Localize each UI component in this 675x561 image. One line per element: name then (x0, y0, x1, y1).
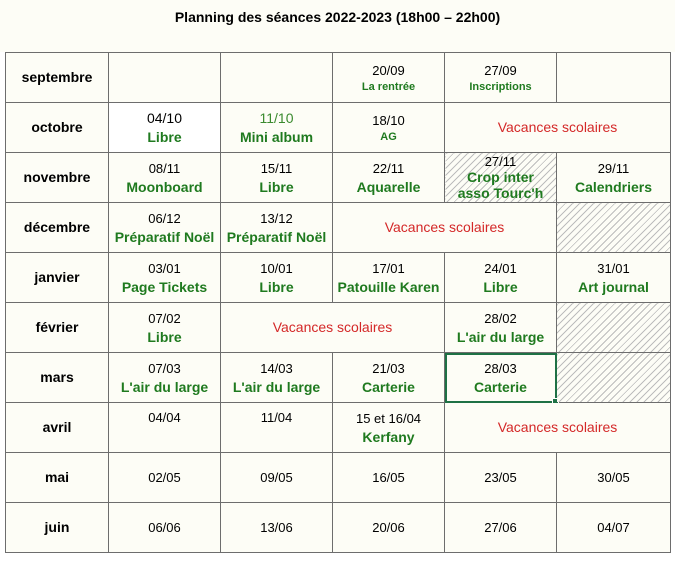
vacation-cell[interactable] (221, 303, 445, 353)
session-cell[interactable] (333, 153, 445, 203)
session-date: 16/05 (372, 470, 405, 485)
session-date: 09/05 (260, 470, 293, 485)
row-mars (6, 353, 671, 403)
session-date: 14/03 (260, 360, 293, 376)
session-cell[interactable] (109, 253, 221, 303)
session-event: AG (380, 130, 397, 143)
vacation-label: Vacances scolaires (272, 319, 393, 335)
month-cell[interactable]: septembre (6, 53, 109, 103)
row-avril (6, 403, 671, 453)
row-decembre (6, 203, 671, 253)
session-event: asso Tourc'h (457, 184, 544, 201)
session-cell[interactable] (221, 353, 333, 403)
vacation-cell[interactable] (445, 403, 671, 453)
session-event: Aquarelle (356, 178, 421, 195)
session-cell[interactable] (557, 503, 671, 553)
month-cell[interactable]: avril (6, 403, 109, 453)
session-date: 28/02 (484, 310, 517, 326)
empty-cell[interactable] (109, 53, 221, 103)
row-octobre (6, 103, 671, 153)
session-event: La rentrée (361, 80, 416, 93)
session-event: Crop inter (467, 168, 534, 185)
session-cell[interactable] (557, 453, 671, 503)
vacation-cell[interactable] (333, 203, 557, 253)
session-event: L'air du large (456, 328, 545, 345)
session-cell[interactable] (109, 303, 221, 353)
session-date: 13/06 (260, 520, 293, 535)
session-cell[interactable] (109, 203, 221, 253)
session-cell[interactable] (109, 353, 221, 403)
session-cell[interactable] (109, 153, 221, 203)
session-date: 07/03 (148, 360, 181, 376)
session-date: 06/12 (148, 210, 181, 226)
hatched-cell[interactable] (557, 353, 671, 403)
session-event: Carterie (362, 378, 415, 395)
session-date: 17/01 (372, 260, 405, 276)
session-date: 11/10 (259, 109, 294, 126)
session-event: Préparatif Noël (226, 228, 327, 245)
session-cell[interactable] (557, 153, 671, 203)
month-cell[interactable]: mars (6, 353, 109, 403)
session-date: 24/01 (484, 260, 517, 276)
session-cell[interactable] (221, 153, 333, 203)
session-cell[interactable] (333, 53, 445, 103)
planning-table (5, 52, 671, 553)
empty-cell[interactable] (221, 53, 333, 103)
session-cell[interactable] (445, 303, 557, 353)
session-date: 27/06 (484, 520, 517, 535)
session-date: 23/05 (484, 470, 517, 485)
session-cell[interactable] (221, 503, 333, 553)
session-date: 27/09 (484, 62, 517, 78)
session-date: 02/05 (148, 470, 181, 485)
empty-cell[interactable] (557, 53, 671, 103)
session-date: 28/03 (484, 360, 517, 376)
vacation-cell[interactable] (445, 103, 671, 153)
session-date: 13/12 (260, 210, 293, 226)
session-date: 20/06 (372, 520, 405, 535)
row-janvier (6, 253, 671, 303)
session-date: 04/04 (148, 410, 181, 425)
session-cell[interactable] (333, 453, 445, 503)
session-event: Patouille Karen (337, 278, 440, 295)
session-date: 06/06 (148, 520, 181, 535)
session-cell[interactable] (557, 253, 671, 303)
session-date: 03/01 (148, 260, 181, 276)
session-date: 30/05 (597, 470, 630, 485)
session-date: 11/04 (260, 410, 293, 425)
session-date: 20/09 (372, 62, 405, 78)
session-event: Inscriptions (469, 80, 532, 93)
month-cell[interactable]: octobre (6, 103, 109, 153)
month-cell[interactable]: mai (6, 453, 109, 503)
session-date: 08/11 (148, 160, 181, 176)
session-cell[interactable] (333, 403, 445, 453)
month-cell[interactable]: janvier (6, 253, 109, 303)
session-cell[interactable] (445, 53, 557, 103)
session-event: L'air du large (120, 378, 209, 395)
hatched-cell[interactable] (557, 203, 671, 253)
session-cell[interactable] (221, 453, 333, 503)
session-cell[interactable] (445, 253, 557, 303)
session-cell[interactable] (333, 253, 445, 303)
session-date: 07/02 (148, 310, 181, 326)
session-date: 29/11 (597, 160, 630, 176)
session-event: Moonboard (126, 178, 203, 195)
session-event: Kerfany (362, 428, 415, 445)
row-fevrier (6, 303, 671, 353)
session-event: Mini album (239, 128, 314, 145)
session-event: Préparatif Noël (114, 228, 215, 245)
month-cell[interactable]: novembre (6, 153, 109, 203)
row-novembre (6, 153, 671, 203)
session-event: Libre (259, 178, 294, 195)
session-event: Carterie (474, 378, 527, 395)
session-cell[interactable] (333, 103, 445, 153)
vacation-label: Vacances scolaires (384, 219, 505, 235)
session-cell[interactable] (221, 253, 333, 303)
session-event: Calendriers (574, 178, 653, 195)
month-cell[interactable]: décembre (6, 203, 109, 253)
session-date: 22/11 (372, 160, 405, 176)
session-cell[interactable] (221, 103, 333, 153)
session-date: 21/03 (372, 360, 405, 376)
session-cell[interactable] (445, 153, 557, 203)
sheet-title: Planning des séances 2022-2023 (18h00 – 22h00) (174, 9, 501, 25)
session-date: 18/10 (372, 112, 405, 128)
title-band (0, 0, 675, 52)
month-cell[interactable]: février (6, 303, 109, 353)
session-event: Page Tickets (121, 278, 208, 295)
session-cell[interactable] (333, 503, 445, 553)
session-date: 04/10 (146, 109, 183, 126)
session-cell[interactable] (109, 403, 221, 453)
session-cell[interactable] (445, 453, 557, 503)
session-cell[interactable] (109, 503, 221, 553)
session-date: 15 et 16/04 (355, 410, 422, 426)
row-septembre (6, 53, 671, 103)
session-cell[interactable] (109, 453, 221, 503)
session-cell[interactable] (221, 403, 333, 453)
session-date: 04/07 (597, 520, 630, 535)
session-event: Art journal (578, 278, 649, 295)
vacation-label: Vacances scolaires (497, 419, 618, 435)
month-cell[interactable]: juin (6, 503, 109, 553)
session-date: 15/11 (260, 160, 293, 176)
session-event: Libre (259, 278, 294, 295)
row-mai (6, 453, 671, 503)
session-event: L'air du large (232, 378, 321, 395)
session-cell[interactable] (221, 203, 333, 253)
session-cell[interactable] (445, 503, 557, 553)
session-event: Libre (147, 128, 182, 145)
session-event: Libre (147, 328, 182, 345)
session-date: 10/01 (260, 260, 293, 276)
session-cell[interactable] (109, 103, 221, 153)
hatched-cell[interactable] (557, 303, 671, 353)
session-cell[interactable] (333, 353, 445, 403)
session-date: 27/11 (484, 153, 517, 169)
selected-cell[interactable] (445, 353, 557, 403)
vacation-label: Vacances scolaires (497, 119, 618, 135)
session-date: 31/01 (597, 260, 630, 276)
row-juin (6, 503, 671, 553)
session-event: Libre (483, 278, 518, 295)
